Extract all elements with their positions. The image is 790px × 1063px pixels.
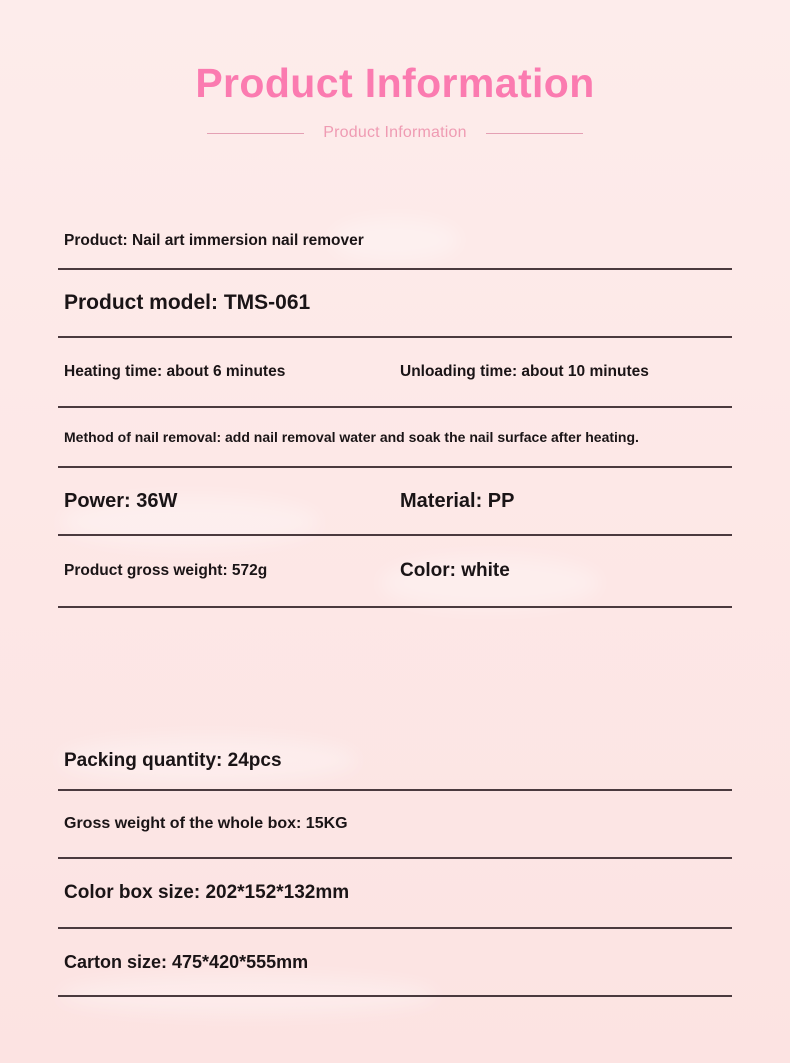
- spec-gross-weight: Product gross weight: 572g: [64, 562, 268, 579]
- spec-product-model: Product model: TMS-061: [64, 291, 311, 314]
- spec-product: Product: Nail art immersion nail remover: [64, 231, 364, 249]
- spec-color-box-size: Color box size: 202*152*132mm: [64, 882, 350, 903]
- subtitle-rule-right: [486, 133, 583, 134]
- table-row: [58, 338, 732, 408]
- table-row: [58, 468, 732, 536]
- table-row: [58, 536, 732, 608]
- product-spec-table: [58, 213, 732, 608]
- subtitle-rule-left: [207, 133, 304, 134]
- table-row: [58, 213, 732, 270]
- page-header: [0, 0, 790, 142]
- spec-heating-time: Heating time: about 6 minutes: [64, 363, 286, 380]
- spec-material: Material: PP: [400, 489, 515, 512]
- packing-spec-table: [58, 733, 732, 997]
- table-row: [58, 733, 732, 791]
- table-row: [58, 270, 732, 338]
- table-row: [58, 859, 732, 929]
- spec-carton-size: Carton size: 475*420*555mm: [64, 951, 309, 972]
- spec-packing-quantity: Packing quantity: 24pcs: [64, 750, 282, 771]
- subtitle-row: [0, 124, 790, 142]
- spec-color: Color: white: [400, 560, 510, 581]
- spec-unloading-time: Unloading time: about 10 minutes: [400, 363, 649, 380]
- table-row: [58, 791, 732, 859]
- spec-removal-method: Method of nail removal: add nail removal water and soak the nail surface after heating.: [64, 429, 639, 445]
- spec-power: Power: 36W: [64, 489, 178, 512]
- page-title: Product Information: [195, 60, 595, 106]
- spec-box-gross-weight: Gross weight of the whole box: 15KG: [64, 815, 348, 832]
- table-row: [58, 929, 732, 997]
- page-subtitle: Product Information: [323, 124, 467, 142]
- table-row: [58, 408, 732, 468]
